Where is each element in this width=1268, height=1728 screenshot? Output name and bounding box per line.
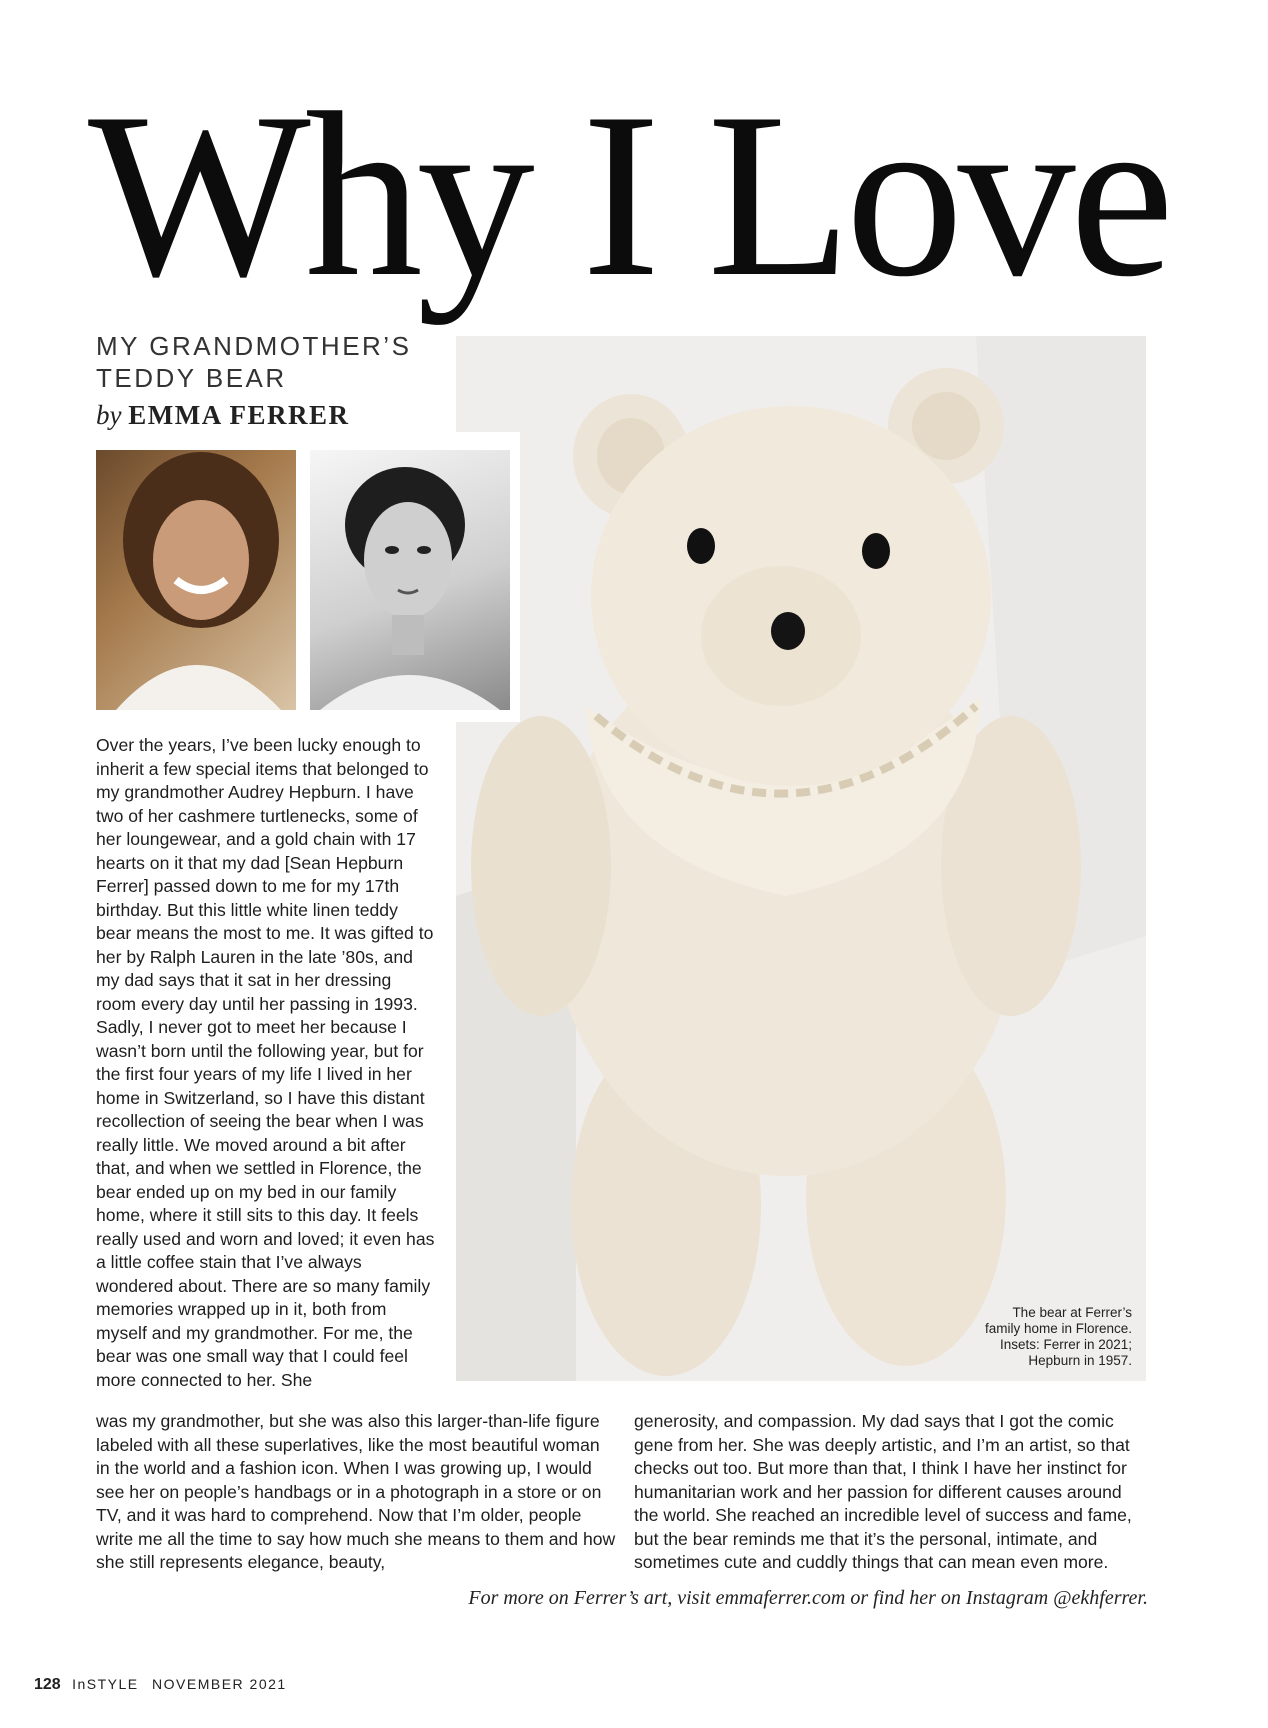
body-column-3: generosity, and compassion. My dad says that I got the comic gene from her. She was deeply artistic, and I’m an artist, so that checks out too. But more than that, I think I have her instinct for humanitarian work and her passion for different causes around the world. She reached an incredible level of success and fame, but the bear reminds me that it’s the personal, intimate, and sometimes cute and cuddly things that can mean even more.: [634, 1411, 1132, 1572]
body-column-1: Over the years, I’ve been lucky enough to inherit a few special items that belonged to my grandmother Audrey Hepburn. I have two of her cashmere turtlenecks, some of her loungewear, and a gold chain with 17 hearts on it that my dad [Sean Hepburn Ferrer] passed down to me for my 17th birthday. But this little white linen teddy bear means the most to me. It was gifted to her by Ralph Lauren in the late ’80s, and my dad says that it sat in her dressing room every day until her passing in 1993. Sadly, I never got to meet her because I wasn’t born until the following year, but for the first four years of my life I lived in her home in Switzerland, so I have this distant recollection of seeing the bear when I was really little. We moved around a bit after that, and when we settled in Florence, the bear ended up on my bed in our family home, where it still sits to this day. It feels really used and worn and loved; it even has a little coffee stain that I’ve always wondered about. There are so many family memories wrapped up in it, both from myself and my grandmother. For me, the bear was one small way that I could feel more connected to her. She: [96, 735, 435, 1390]
inset-photo-ferrer: [96, 450, 296, 710]
issue-date: NOVEMBER 2021: [152, 1676, 287, 1692]
byline-author: EMMA FERRER: [128, 400, 350, 430]
magazine-name: InSTYLE: [72, 1676, 139, 1692]
portrait-ferrer: [96, 450, 296, 710]
subtitle: MY GRANDMOTHER’S TEDDY BEAR: [96, 331, 412, 393]
inset-photos: [88, 432, 520, 722]
inset-photo-hepburn: [310, 450, 510, 710]
page-folio: [34, 1676, 287, 1694]
body-column-2: was my grandmother, but she was also this larger-than-life figure labeled with all these superlatives, like the most beautiful woman in the world and a fashion icon. When I was growing up, I would see her on people’s handbags or in a photograph in a store or on TV, and it was hard to comprehend. Now that I’m older, people write me all the time to say how much she means to them and how she still represents elegance, beauty,: [96, 1411, 616, 1572]
headline: Why I Love: [88, 65, 1169, 326]
footer-note: For more on Ferrer’s art, visit emmaferrer.com or find her on Instagram @ekhferrer.: [468, 1587, 1148, 1609]
portrait-hepburn: [310, 450, 510, 710]
teddy-bear-photo: [456, 336, 1146, 1381]
byline-by: by: [96, 400, 122, 430]
page-number: 128: [34, 1676, 61, 1693]
byline: [96, 400, 349, 431]
photo-caption: The bear at Ferrer’s family home in Florence. Insets: Ferrer in 2021; Hepburn in 1957.: [984, 1305, 1132, 1368]
teddy-bear-illustration: [456, 336, 1146, 1381]
